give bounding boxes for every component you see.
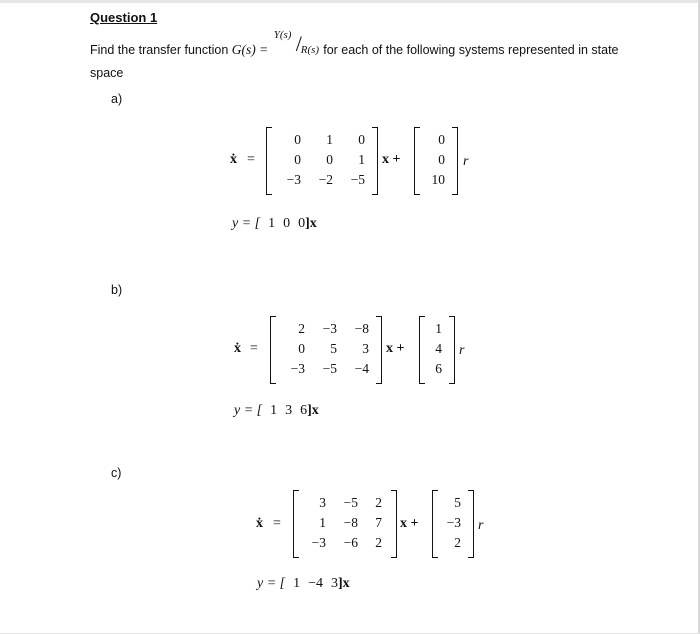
right-bracket	[468, 490, 474, 558]
matrix-row	[427, 339, 447, 359]
output-lhs-c: y = [	[257, 576, 286, 591]
matrix-cell: −6	[343, 535, 358, 550]
matrix-cell: 1	[435, 321, 442, 336]
matrix-row	[274, 150, 370, 170]
output-lhs-b: y = [	[234, 403, 263, 418]
matrix-B-a	[414, 127, 458, 195]
matrix-A-b	[270, 316, 382, 384]
matrix-row	[278, 359, 374, 379]
matrix-C-element: −4	[308, 576, 324, 591]
matrix-B-b-table	[427, 319, 447, 379]
matrix-A-a-table	[274, 130, 370, 190]
input-r-b: r	[459, 343, 465, 358]
matrix-C-element: 0	[298, 216, 306, 231]
matrix-cell: 7	[375, 515, 382, 530]
matrix-cell: 3	[319, 495, 326, 510]
question-heading: Question 1	[90, 10, 158, 25]
matrix-cell: 0	[438, 152, 445, 167]
matrix-cell: 1	[319, 515, 326, 530]
output-rhs-b: ]x	[307, 403, 319, 418]
matrix-cell: −3	[290, 361, 305, 376]
matrix-cell: 2	[375, 495, 382, 510]
state-derivative-a: ẋ	[230, 152, 237, 167]
left-bracket	[414, 127, 420, 195]
part-label-b: b)	[111, 283, 123, 297]
matrix-row	[274, 130, 370, 150]
matrix-row	[301, 513, 387, 533]
matrix-cell: −3	[286, 172, 301, 187]
right-bracket	[452, 127, 458, 195]
matrix-cell: −8	[343, 515, 358, 530]
question-text-line2: space	[90, 66, 124, 80]
fraction-numerator: Y(s)	[273, 29, 292, 41]
transfer-function-fraction	[272, 29, 320, 56]
matrix-row	[278, 339, 374, 359]
matrix-cell: 0	[294, 152, 301, 167]
input-r-c: r	[478, 518, 484, 533]
matrix-row	[440, 513, 466, 533]
matrix-cell: 5	[330, 341, 337, 356]
matrix-cell: −3	[446, 515, 461, 530]
matrix-cell: 0	[294, 132, 301, 147]
matrix-row	[301, 493, 387, 513]
matrix-cell: 6	[435, 361, 442, 376]
equals-sign-c: =	[273, 516, 281, 531]
matrix-B-c-table	[440, 493, 466, 553]
matrix-cell: 0	[438, 132, 445, 147]
page-top-edge	[0, 0, 700, 3]
matrix-C-element: 3	[331, 576, 339, 591]
fraction-slash: /	[295, 31, 302, 56]
right-bracket	[391, 490, 397, 558]
matrix-row	[301, 533, 387, 553]
matrix-cell: −5	[343, 495, 358, 510]
matrix-A-b-table	[278, 319, 374, 379]
matrix-cell: 2	[298, 321, 305, 336]
left-bracket	[270, 316, 276, 384]
left-bracket	[432, 490, 438, 558]
matrix-C-element: 6	[300, 403, 308, 418]
input-r-a: r	[463, 154, 469, 169]
matrix-row	[422, 150, 450, 170]
matrix-row	[274, 170, 370, 190]
right-bracket	[376, 316, 382, 384]
matrix-cell: 5	[454, 495, 461, 510]
state-derivative-c: ẋ	[256, 516, 263, 531]
matrix-row	[440, 533, 466, 553]
equals-sign-a: =	[247, 152, 255, 167]
matrix-cell: −5	[322, 361, 337, 376]
right-bracket	[449, 316, 455, 384]
matrix-C-element: 1	[270, 403, 278, 418]
matrix-cell: −5	[350, 172, 365, 187]
matrix-cell: 1	[326, 132, 333, 147]
question-text	[90, 29, 619, 58]
matrix-cell: 0	[298, 341, 305, 356]
matrix-row	[422, 130, 450, 150]
matrix-row	[422, 170, 450, 190]
matrix-cell: −8	[354, 321, 369, 336]
matrix-cell: 4	[435, 341, 442, 356]
part-label-a: a)	[111, 92, 123, 106]
matrix-cell: −3	[311, 535, 326, 550]
x-plus-b: x +	[386, 341, 405, 356]
matrix-A-c-table	[301, 493, 387, 553]
left-bracket	[293, 490, 299, 558]
matrix-C-element: 1	[268, 216, 276, 231]
matrix-cell: 3	[362, 341, 369, 356]
matrix-cell: −2	[318, 172, 333, 187]
matrix-B-b	[419, 316, 455, 384]
question-tail: for each of the following systems represented in state	[323, 43, 619, 57]
output-lhs-a: y = [	[232, 216, 261, 231]
matrix-C-element: 3	[285, 403, 293, 418]
matrix-cell: 1	[358, 152, 365, 167]
matrix-cell: 2	[375, 535, 382, 550]
matrix-row	[427, 319, 447, 339]
matrix-cell: −3	[322, 321, 337, 336]
matrix-A-c	[293, 490, 397, 558]
output-rhs-a: ]x	[305, 216, 317, 231]
matrix-cell: 10	[431, 172, 445, 187]
left-bracket	[419, 316, 425, 384]
output-equation-c	[257, 576, 350, 592]
question-lead: Find the transfer function	[90, 43, 229, 57]
matrix-cell: 0	[326, 152, 333, 167]
matrix-A-a	[266, 127, 378, 195]
transfer-function-lhs: G(s) =	[231, 42, 269, 57]
matrix-B-c	[432, 490, 474, 558]
output-equation-b	[234, 403, 319, 419]
matrix-row	[427, 359, 447, 379]
matrix-B-a-table	[422, 130, 450, 190]
x-plus-c: x +	[400, 516, 419, 531]
part-label-c: c)	[111, 466, 122, 480]
equals-sign-b: =	[250, 341, 258, 356]
output-rhs-c: ]x	[338, 576, 350, 591]
matrix-C-element: 1	[293, 576, 301, 591]
matrix-C-element: 0	[283, 216, 291, 231]
matrix-row	[440, 493, 466, 513]
x-plus-a: x +	[382, 152, 401, 167]
matrix-row	[278, 319, 374, 339]
matrix-cell: 2	[454, 535, 461, 550]
matrix-cell: −4	[354, 361, 369, 376]
state-derivative-b: ẋ	[234, 341, 241, 356]
matrix-cell: 0	[358, 132, 365, 147]
fraction-denominator: R(s)	[300, 44, 320, 56]
left-bracket	[266, 127, 272, 195]
right-bracket	[372, 127, 378, 195]
output-equation-a	[232, 216, 317, 232]
